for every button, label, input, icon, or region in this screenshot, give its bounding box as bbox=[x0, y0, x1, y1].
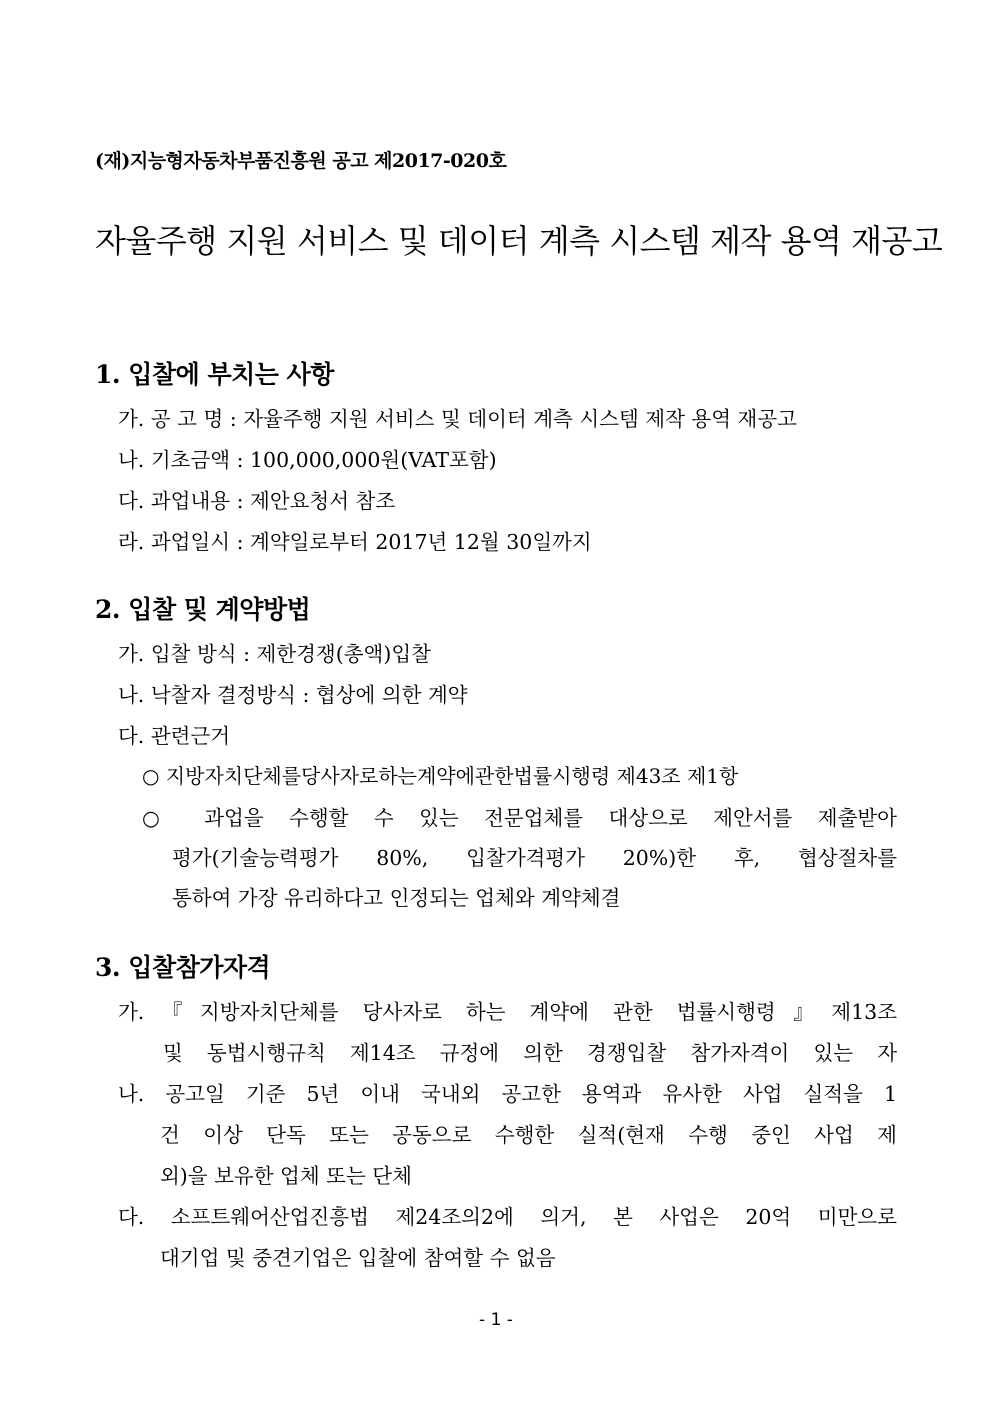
item-line: 외)을 보유한 업체 또는 단체 bbox=[160, 1164, 412, 1188]
item-line bbox=[160, 1118, 897, 1159]
item-line-text: 및 동법시행규칙 제14조 규정에 의한 경쟁입찰 참가자격이 있는 자 bbox=[163, 1041, 897, 1065]
item-line bbox=[118, 1200, 897, 1241]
item-value: 계약일로부터 2017년 12월 30일까지 bbox=[250, 530, 592, 554]
item-line-text: 가.『지방자치단체를 당사자로 하는 계약에 관한 법률시행령』제13조 bbox=[118, 1000, 897, 1024]
item-line bbox=[118, 1077, 897, 1118]
item-task-content: 다. 과업내용 : 제안요청서 참조 bbox=[118, 489, 396, 513]
item-label: 나. 기초금액 bbox=[118, 448, 231, 472]
item-value: 100,000,000원(VAT포함) bbox=[250, 448, 497, 472]
item-legal-basis: 다. 관련근거 bbox=[118, 724, 231, 748]
item-qualification-3 bbox=[118, 1200, 897, 1282]
item-notice-name: 가. 공 고 명 : 자율주행 지원 서비스 및 데이터 계측 시스템 제작 용역 재공고 bbox=[118, 407, 797, 431]
notice-number: (재)지능형자동차부품진흥원 공고 제2017-020호 bbox=[95, 150, 507, 172]
item-bid-method: 가. 입찰 방식 : 제한경쟁(총액)입찰 bbox=[118, 642, 431, 666]
bullet-legal-basis-1: ○ 지방자치단체를당사자로하는계약에관한법률시행령 제43조 제1항 bbox=[142, 764, 739, 788]
item-label: 다. 과업내용 bbox=[118, 489, 231, 513]
section-heading-2: 2. 입찰 및 계약방법 bbox=[95, 595, 311, 624]
page-number: - 1 - bbox=[479, 1310, 513, 1330]
bullet-legal-basis-2 bbox=[142, 801, 897, 921]
item-task-period: 라. 과업일시 : 계약일로부터 2017년 12월 30일까지 bbox=[118, 530, 592, 554]
item-label: 라. 과업일시 bbox=[118, 530, 231, 554]
bullet-line bbox=[172, 841, 897, 881]
item-line-text: 다. 소프트웨어산업진흥법 제24조의2에 의거, 본 사업은 20억 미만으로 bbox=[118, 1205, 897, 1229]
item-line bbox=[118, 995, 897, 1036]
item-value: 자율주행 지원 서비스 및 데이터 계측 시스템 제작 용역 재공고 bbox=[243, 407, 797, 431]
section-heading-3: 3. 입찰참가자격 bbox=[95, 953, 271, 982]
item-qualification-1 bbox=[118, 995, 897, 1077]
item-line: 대기업 및 중견기업은 입찰에 참여할 수 없음 bbox=[160, 1246, 556, 1270]
item-line-text: 나. 공고일 기준 5년 이내 국내외 공고한 용역과 유사한 사업 실적을 1 bbox=[118, 1082, 897, 1106]
item-label: 가. 공 고 명 bbox=[118, 407, 224, 431]
item-winner-method: 나. 낙찰자 결정방식 : 협상에 의한 계약 bbox=[118, 683, 468, 707]
bullet-line-text: ○ 과업을 수행할 수 있는 전문업체를 대상으로 제안서를 제출받아 bbox=[142, 806, 897, 830]
item-qualification-2 bbox=[118, 1077, 897, 1200]
bullet-line: 통하여 가장 유리하다고 인정되는 업체와 계약체결 bbox=[172, 886, 621, 910]
item-value: 제안요청서 참조 bbox=[250, 489, 396, 513]
item-base-amount: 나. 기초금액 : 100,000,000원(VAT포함) bbox=[118, 448, 497, 472]
item-line-text: 건 이상 단독 또는 공동으로 수행한 실적(현재 수행 중인 사업 제 bbox=[160, 1123, 897, 1147]
item-line bbox=[163, 1036, 897, 1077]
page-title: 자율주행 지원 서비스 및 데이터 계측 시스템 제작 용역 재공고 bbox=[95, 222, 943, 260]
section-heading-1: 1. 입찰에 부치는 사항 bbox=[95, 360, 334, 389]
bullet-line-text: 평가(기술능력평가 80%, 입찰가격평가 20%)한 후, 협상절차를 bbox=[172, 846, 897, 870]
bullet-line bbox=[142, 801, 897, 841]
